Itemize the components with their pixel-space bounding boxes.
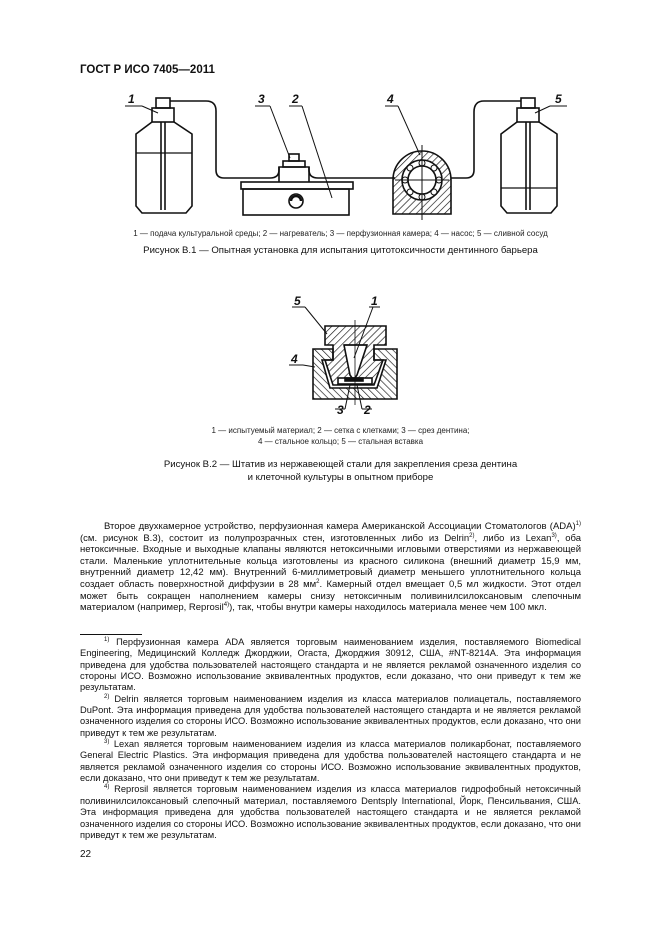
culture-medium-bottle	[136, 98, 192, 213]
footnote-text: Delrin является торговым наименованием изделия из класса материалов полиацеталь, поставляемого DuPont. Эта информация приведена для удобства пользователей настоящего стандарта и не является рекламой означенного изделия со стороны ИСО. Возможно использование эквивалентных продуктов, если доказано, что они приведут к тем же результатам.	[80, 693, 581, 738]
figure2-label-1: 1	[371, 294, 378, 308]
figure2-caption-line1: Рисунок В.2 — Штатив из нержавеющей стали для закрепления среза дентина	[163, 459, 518, 470]
figure1-label-1: 1	[128, 92, 135, 106]
figure2-legend	[60, 426, 621, 447]
figure2-label-5: 5	[294, 294, 301, 308]
body-text: ), так, чтобы внутри камеры находилось материала менее чем 100 мкл.	[229, 602, 547, 614]
figure2-legend-line1: 1 — испытуемый материал; 2 — сетка с клетками; 3 — срез дентина;	[211, 426, 470, 435]
figure-1-perfusion-setup	[0, 0, 661, 240]
body-text: , либо из Lexan	[474, 532, 552, 544]
footnote-2	[80, 694, 581, 739]
figure2-caption	[60, 458, 621, 484]
figure2-label-3: 3	[337, 403, 344, 417]
figure1-label-3: 3	[258, 92, 265, 106]
heater	[241, 182, 353, 215]
footnote-ref[interactable]: 3)	[551, 532, 557, 539]
footnote-mark: 4)	[104, 784, 110, 791]
footnote-mark: 1)	[104, 636, 110, 643]
footnote-ref[interactable]: 4)	[223, 602, 230, 608]
footnote-mark: 3)	[104, 739, 110, 745]
footnote-ref[interactable]: 2)	[469, 532, 475, 539]
page-number: 22	[80, 849, 92, 860]
figure2-label-4: 4	[291, 352, 298, 366]
figure1-legend: 1 — подача культуральной среды; 2 — нагреватель; 3 — перфузионная камера; 4 — насос; 5 — сливной сосуд	[133, 229, 548, 238]
footnote-mark: 2)	[104, 693, 110, 700]
figure2-caption-line2: и клеточной культуры в опытном приборе	[247, 472, 434, 483]
document-header: ГОСТ Р ИСО 7405—2011	[80, 64, 215, 76]
figure1-label-2: 2	[292, 92, 299, 106]
footnote-text: Перфузионная камера ADA является торговым наименованием изделия, поставляемого Biomedical Engineering, Медицинский Колледж Джорджии, Огаста, Джорджия 30912, США, #NT-8214A. Эта информация приведена для удобства пользователей настоящего стандарта и не является рекламой означенного изделия со стороны ИСО. Возможно использование эквивалентных продуктов, если доказано, что они приведут к тем же результатам.	[80, 637, 581, 693]
figure1-caption: Рисунок В.1 — Опытная установка для испытания цитотоксичности дентинного барьера	[143, 245, 538, 256]
footnote-separator	[80, 634, 142, 635]
footnote-1	[80, 637, 581, 694]
body-text: . Камерный отдел вмещает 0,5 мл жидкости. Этот отдел может быть сокращен наполнением камеры снизу нетоксичным поливинилсилоксановым слепочным материалом (например, Reprosil	[80, 578, 581, 614]
perfusion-chamber	[270, 154, 318, 182]
body-paragraph	[80, 521, 581, 614]
footnote-3	[80, 739, 581, 784]
footnote-text: Lexan является торговым наименованием изделия из класса материалов поликарбонат, поставляемого General Electric Plastics. Эта информация приведена для удобства пользователей настоящего стандарта и не является рекламой означенного изделия со стороны ИСО. Возможно использование эквивалентных продуктов, если доказано, что они приведут к тем же результатам.	[80, 739, 581, 784]
superscript: 2	[316, 578, 320, 585]
pump	[393, 145, 451, 220]
body-text: Второе двухкамерное устройство, перфузионная камера Американской Ассоциации Стоматологов (ADA)	[104, 521, 576, 532]
body-text: , оба нетоксичные. Входные и выходные клапаны являются нетоксичными игловыми отверстиями из нержавеющей стали. Маленькие уплотнительные кольца изготовлены из красного силикона (внешний диаметр 15,9 мм, внутренний диаметр 12,42 мм). Внутренний 6-миллиметровый диаметр меньшего уплотнительного кольца создает область поверхностной диффузии в 28 мм	[80, 532, 581, 590]
footnote-ref[interactable]: 1)	[575, 520, 581, 527]
body-text: (см. рисунок В.3), состоит из полупрозрачных стен, изготовленных либо из Delrin	[80, 532, 470, 544]
figure2-label-2: 2	[364, 403, 371, 417]
footnote-text: Reprosil является торговым наименованием изделия из класса материалов гидрофобный нетоксичный поливинилсилоксановый слепочный материал, поставляемого Dentsply International, Йорк, Пенсильвания, США. Эта информация приведена для удобства пользователей настоящего стандарта и не является рекламой означенного изделия со стороны ИСО. Возможно использование эквивалентных продуктов, если доказано, что они приведут к тем же результатам.	[80, 784, 581, 840]
figure1-label-5: 5	[555, 92, 562, 106]
footnote-4	[80, 784, 581, 841]
figure1-label-4: 4	[387, 92, 394, 106]
drain-vessel	[501, 98, 557, 213]
figure2-legend-line2: 4 — стальное кольцо; 5 — стальная вставка	[257, 436, 424, 446]
footnotes	[80, 637, 581, 841]
